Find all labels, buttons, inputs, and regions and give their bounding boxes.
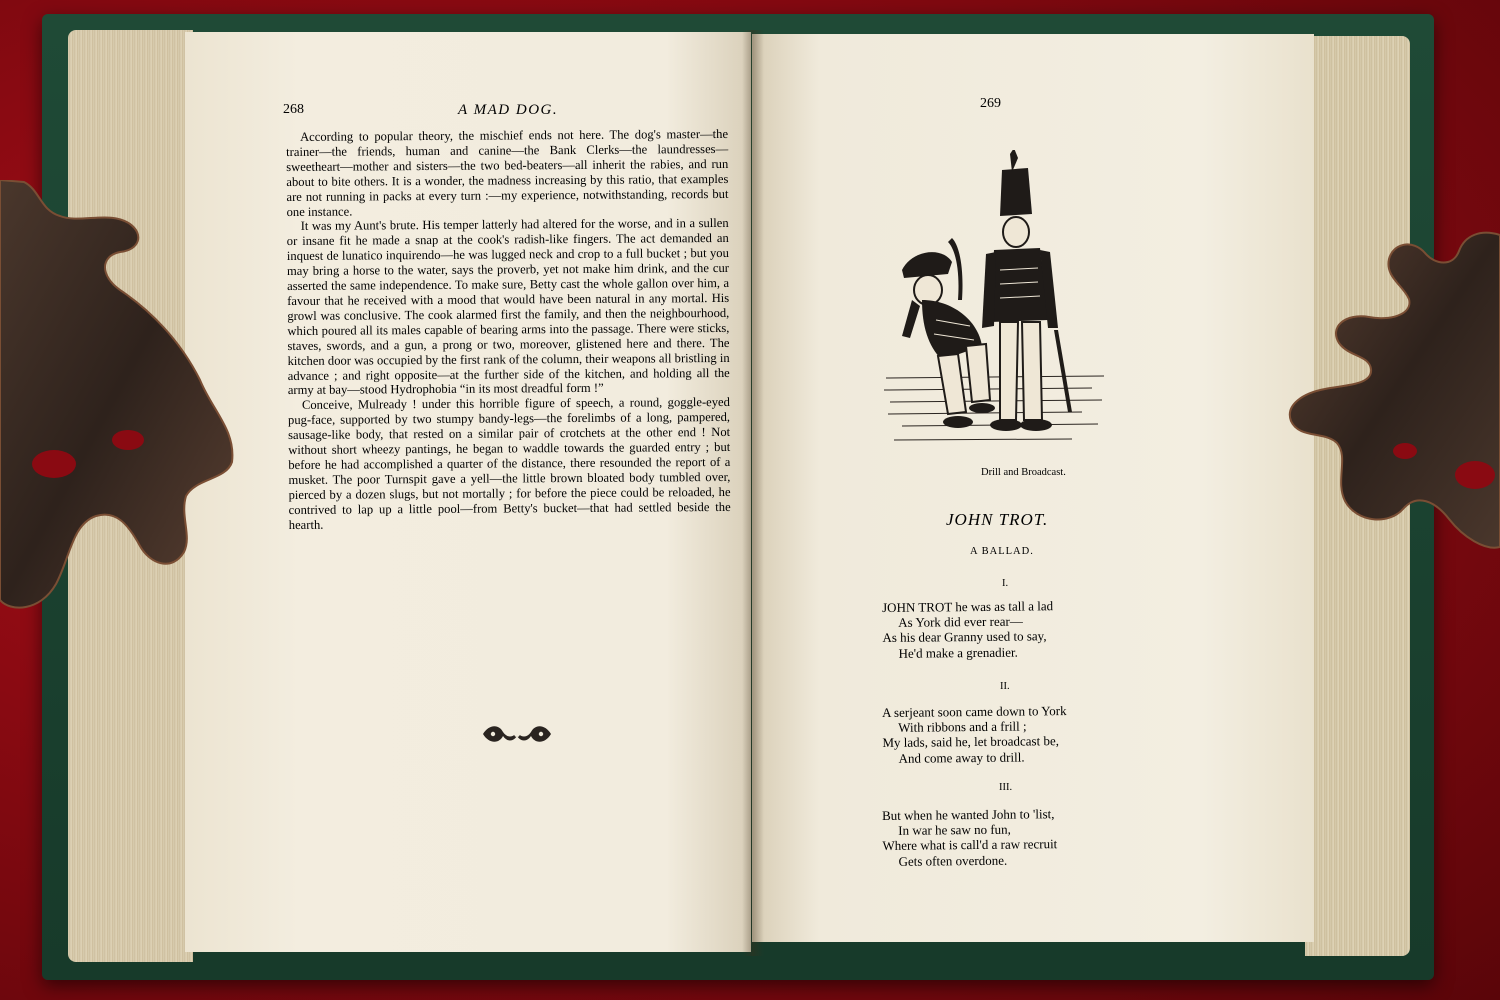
- decorative-flourish-icon: [479, 722, 555, 746]
- running-title: A MAD DOG.: [458, 102, 559, 118]
- stanza-numeral: III.: [999, 782, 1013, 793]
- stanza: [882, 703, 1067, 766]
- page-clip-right: [1285, 225, 1500, 555]
- stanza-numeral: II.: [1000, 681, 1010, 692]
- poem-line: Gets often overdone.: [898, 852, 1008, 869]
- poem-line: In war he saw no fun,: [898, 821, 1011, 839]
- poem-line: He'd make a grenadier.: [898, 644, 1018, 661]
- book-gutter: [742, 30, 764, 956]
- poem-line: And come away to drill.: [898, 749, 1025, 766]
- poem-line: As York did ever rear—: [898, 613, 1023, 631]
- poem-line: Where what is call'd a raw recruit: [882, 836, 1058, 854]
- poem-line: My lads, said he, let broadcast be,: [882, 733, 1060, 751]
- page-clip-left: [0, 180, 240, 620]
- illustration-caption: Drill and Broadcast.: [981, 467, 1066, 478]
- poem-line: JOHN TROT he was as tall a lad: [882, 598, 1054, 615]
- poem-line: As his dear Granny used to say,: [882, 628, 1047, 646]
- poem-subtitle: A BALLAD.: [970, 546, 1034, 557]
- stanza-numeral: I.: [1002, 578, 1009, 589]
- right-page-number: 269: [980, 96, 1001, 111]
- stanza: [882, 806, 1058, 869]
- left-page-body: [286, 127, 731, 533]
- left-page-number: 268: [283, 102, 304, 117]
- paragraph: According to popular theory, the mischief ends not here. The dog's master—the trainer—the friends, human and canine—the Bank Clerks—the laundresses—sweetheart—mother and sisters—the two bed-beaters—all inherit the rabies, and run about to bite others. It is a wonder, the madness increasing by this ratio, that examples are not running in packs at every turn :—my experience, notwithstanding, records but one instance.: [286, 126, 729, 219]
- paragraph: Conceive, Mulready ! under this horrible figure of speech, a round, goggle-eyed pug-face, supported by two stumpy bandy-legs—the forelimbs of a long, pampered, sausage-like body, that rested on a similar pair of crotchets at the other end ! Not without short wheezy pantings, he began to waddle towards the guarded entry ; but before he had accomplished a quarter of the distance, there resounded the report of a musket. The poor Turnspit gave a yell—the little brown bloated body tumbled over, pierced by a dozen slugs, but not mortally ; for before the piece could be reloaded, he contrived to lap up a little pool—from Betty's bucket—that had settled beside the hearth.: [287, 395, 731, 532]
- poem-line: A serjeant soon came down to York: [882, 703, 1067, 720]
- paragraph: It was my Aunt's brute. His temper latterly had altered for the worse, and in a sullen or insane fit he made a snap at the cook's radish-like fingers. The act demanded an inquest de lunatico inquirendo—he was lugged neck and crop to a full bucket ; but you may bring a horse to the water, says the proverb, yet not make him drink, and the cur asserted the same independence. To make sure, Betty cast the whole gallon over him, a favour that he received with a mood that would have been natural in any mortal. His growl was conclusive. The cook alarmed first the family, and then the neighbourhood, which poured all its males capable of bearing arms into the passage. There were sticks, staves, swords, and a gun, a prong or two, moreover, glistened here and there. The kitchen door was occupied by the first rank of the column, their weapons all bristling in advance ; and right opposite—at the further side of the kitchen, and holding all the army at bay—stood Hydrophobia “in its most dreadful form !”: [286, 216, 730, 398]
- poem-line: With ribbons and a frill ;: [898, 718, 1027, 736]
- poem-title: JOHN TROT.: [946, 510, 1049, 529]
- poem-line: But when he wanted John to 'list,: [882, 806, 1055, 823]
- stanza: [882, 598, 1054, 661]
- woodcut-illustration: [882, 150, 1108, 458]
